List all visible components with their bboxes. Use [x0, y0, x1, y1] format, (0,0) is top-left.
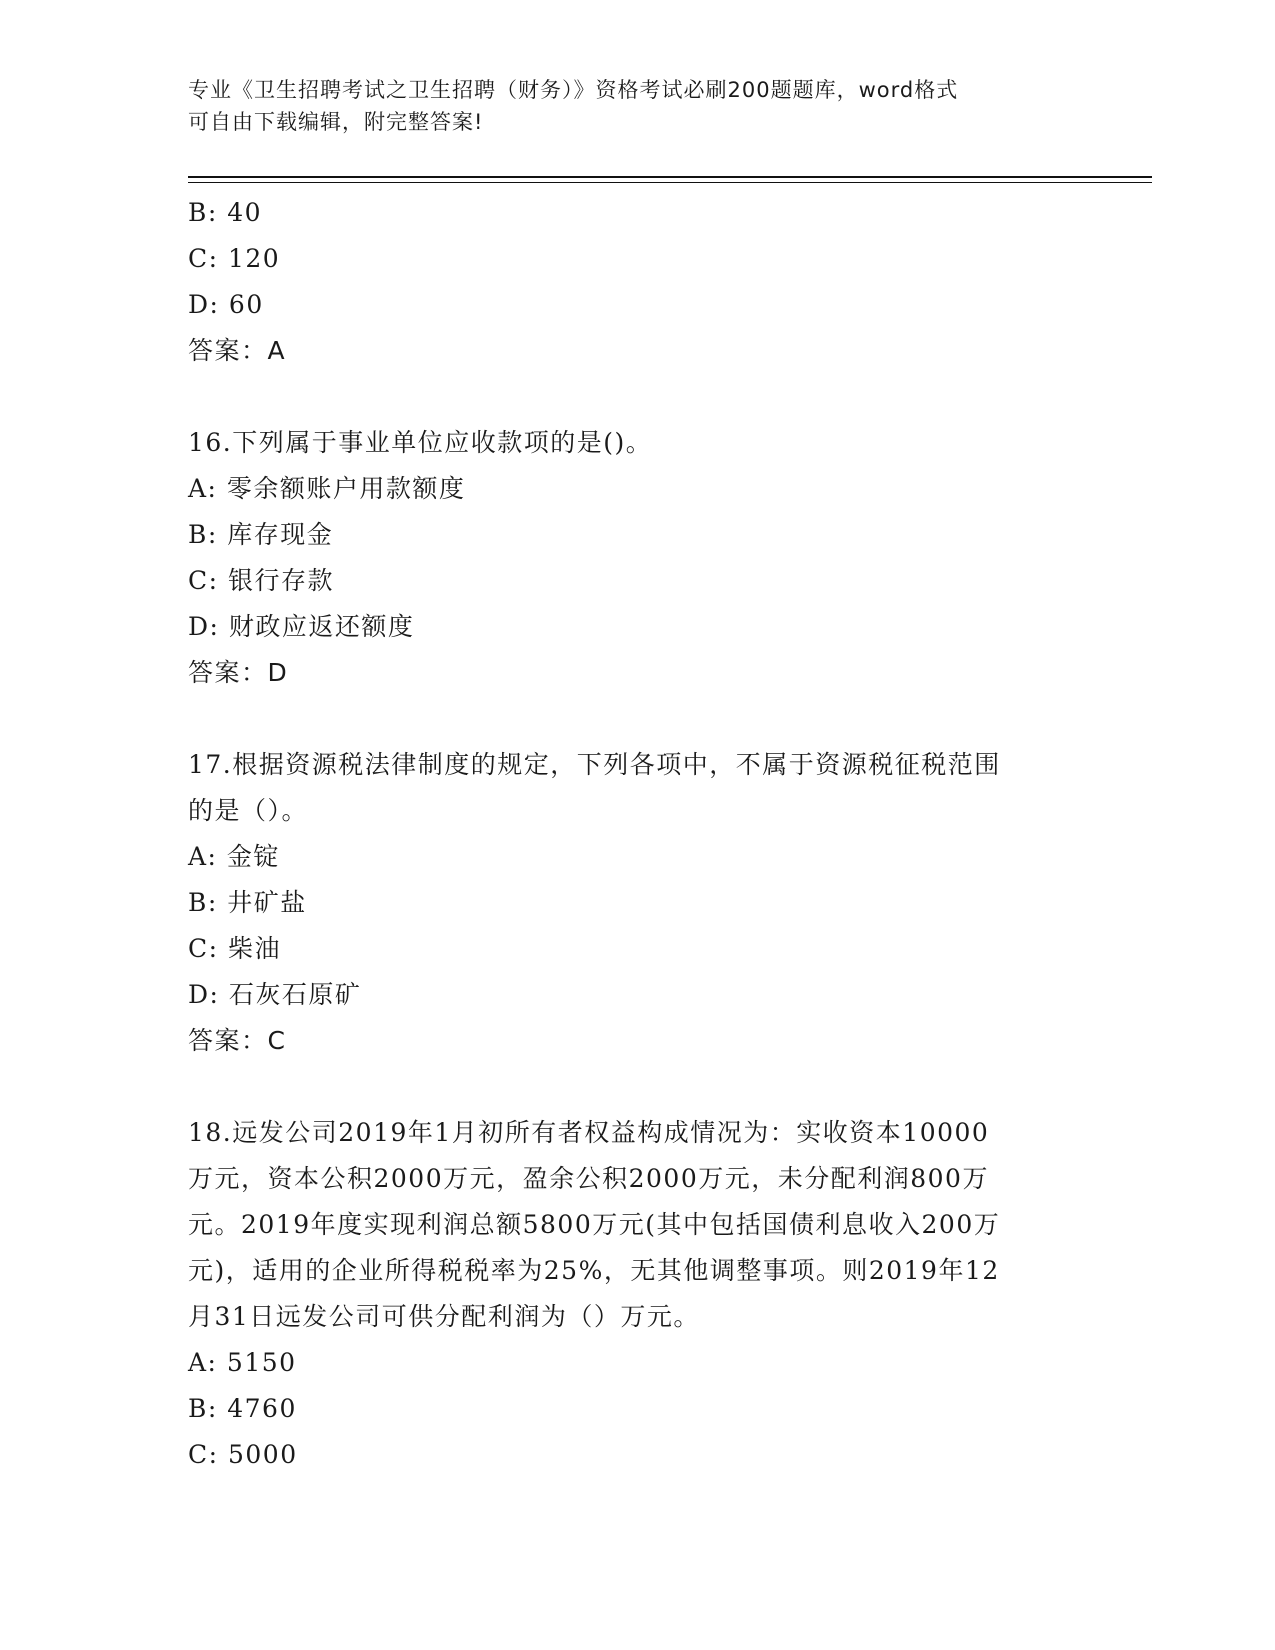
option-a: A: 金锭 [188, 842, 280, 871]
header-line-1: 专业《卫生招聘考试之卫生招聘（财务）》资格考试必刷200题题库，word格式 [188, 78, 959, 102]
header-rule-thin [188, 182, 1152, 183]
option-b: B: 库存现金 [188, 520, 334, 549]
question-text-line-1: 17.根据资源税法律制度的规定，下列各项中，不属于资源税征税范围 [188, 750, 1001, 779]
answer-line: 答案：A [188, 336, 287, 365]
question-text-line-5: 月31日远发公司可供分配利润为（）万元。 [188, 1302, 700, 1331]
header-rule-thick [188, 176, 1152, 178]
question-17 [188, 742, 1088, 1064]
option-a: A: 5150 [188, 1348, 297, 1377]
question-text-line-1: 18.远发公司2019年1月初所有者权益构成情况为：实收资本10000 [188, 1118, 990, 1147]
question-text-line-4: 元)，适用的企业所得税税率为25%，无其他调整事项。则2019年12 [188, 1256, 1000, 1285]
option-d: D: 石灰石原矿 [188, 980, 362, 1009]
document-body [188, 190, 1088, 1478]
option-a: A: 零余额账户用款额度 [188, 474, 466, 503]
question-text-line-2: 的是（）。 [188, 796, 309, 825]
prev-question-block [188, 190, 1088, 374]
option-b: B: 40 [188, 198, 263, 227]
answer-line: 答案：C [188, 1026, 287, 1055]
answer-line: 答案：D [188, 658, 289, 687]
question-18 [188, 1110, 1088, 1478]
header-line-2: 可自由下载编辑，附完整答案! [188, 110, 484, 134]
question-text: 16.下列属于事业单位应收款项的是()。 [188, 428, 653, 457]
option-d: D: 财政应返还额度 [188, 612, 415, 641]
option-b: B: 4760 [188, 1394, 297, 1423]
option-b: B: 井矿盐 [188, 888, 307, 917]
option-c: C: 柴油 [188, 934, 281, 963]
question-text-line-3: 元。2019年度实现利润总额5800万元(其中包括国债利息收入200万 [188, 1210, 1001, 1239]
option-d: D: 60 [188, 290, 264, 319]
question-16 [188, 420, 1088, 696]
option-c: C: 5000 [188, 1440, 298, 1469]
option-c: C: 120 [188, 244, 281, 273]
question-text-line-2: 万元，资本公积2000万元，盈余公积2000万元，未分配利润800万 [188, 1164, 989, 1193]
option-c: C: 银行存款 [188, 566, 334, 595]
document-header [188, 74, 1068, 138]
